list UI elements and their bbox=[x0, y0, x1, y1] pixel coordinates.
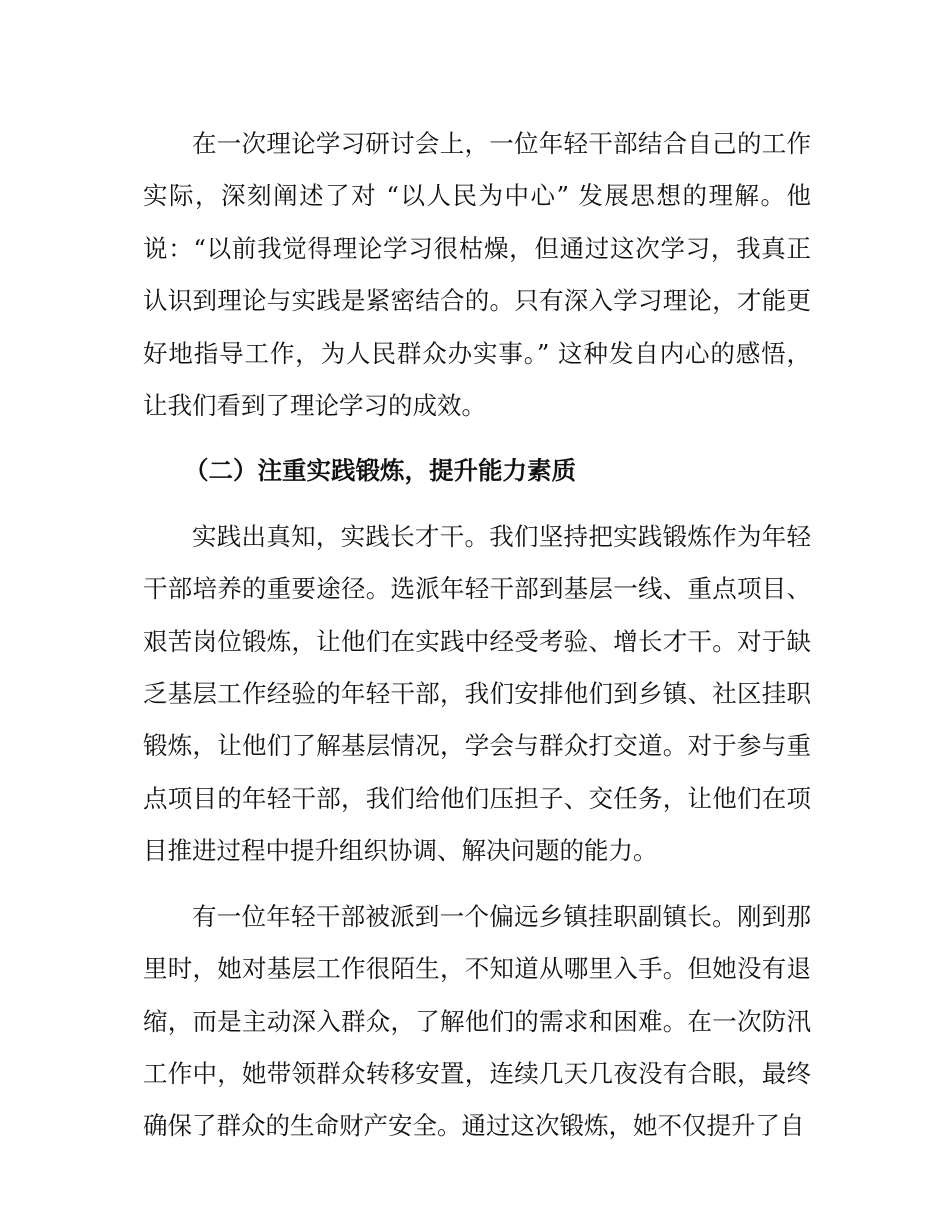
paragraph-practice-training: 实践出真知，实践长才干。我们坚持把实践锻炼作为年轻干部培养的重要途径。选派年轻干部到基层一线、重点项目、艰苦岗位锻炼，让他们在实践中经受考验、增长才干。对于缺乏基层工作经验的年轻干部，我们安排他们到乡镇、社区挂职锻炼，让他们了解基层情况，学会与群众打交道。对于参与重点项目的年轻干部，我们给他们压担子、交任务，让他们在项目推进过程中提升组织协调、解决问题的能力。 bbox=[143, 521, 811, 866]
paragraph-township-example: 有一位年轻干部被派到一个偏远乡镇挂职副镇长。刚到那里时，她对基层工作很陌生，不知道从哪里入手。但她没有退缩，而是主动深入群众，了解他们的需求和困难。在一次防汛工作中，她带领群众转移安置，连续几天几夜没有合眼，最终确保了群众的生命财产安全。通过这次锻炼，她不仅提升了自 bbox=[143, 901, 811, 1141]
document-body bbox=[143, 118, 811, 1166]
paragraph-theory-seminar: 在一次理论学习研讨会上，一位年轻干部结合自己的工作实际，深刻阐述了对 “以人民为中心” 发展思想的理解。他说：“以前我觉得理论学习很枯燥，但通过这次学习，我真正认识到理论与实践是紧密结合的。只有深入学习理论，才能更好地指导工作，为人民群众办实事。” 这种发自内心的感悟，让我们看到了理论学习的成效。 bbox=[143, 129, 811, 421]
section-heading: （二）注重实践锻炼，提升能力素质 bbox=[184, 456, 576, 486]
